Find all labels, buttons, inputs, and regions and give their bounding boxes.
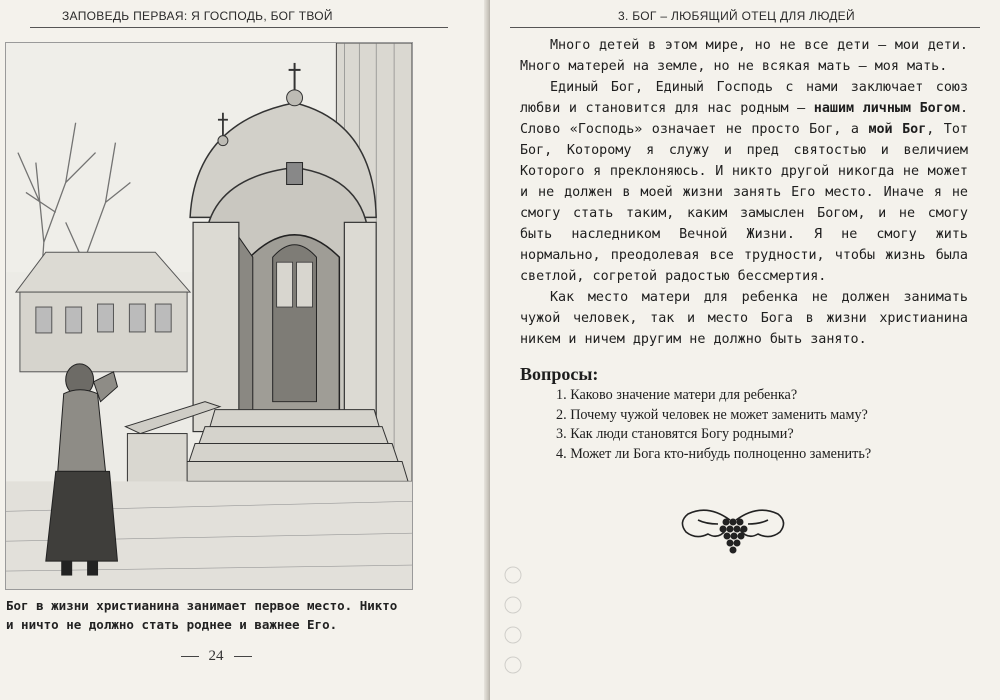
church-entrance-illustration: [5, 42, 413, 590]
left-page: [0, 0, 488, 700]
paragraph: Как место матери для ребенка не должен занимать чужой человек, так и место Бога в жизни христианина никем и ничем другим не должно быть занято.: [520, 290, 968, 347]
question-item: 4. Может ли Бога кто-нибудь полноценно заменить?: [556, 445, 872, 462]
decorative-border-pattern: [500, 560, 526, 690]
emphasis-text: нашим личным Богом: [813, 101, 960, 116]
paragraph-text: Единый Бог, Единый Господь с нами заключает союз любви и становится для нас родным –: [520, 80, 968, 116]
grape-vine-ornament-icon: [678, 500, 788, 556]
header-rule-left: [30, 27, 448, 28]
church-sketch: [6, 43, 412, 589]
header-rule-right: [510, 27, 980, 28]
paragraph-text: , Тот Бог, Которому я служу и пред святостью и величием Которого я преклоняюсь. И никто другой никогда не может и не должен в моей жизни занять Его место. Иначе я не смогу стать таким, каким замыслен Богом, и не смогу быть наследником Вечной Жизни. Я не смогу жить нормально, преодолевая все трудности, чтобы жизнь была светлой, согретой радостью бессмертия.: [520, 122, 968, 284]
paragraph-text: . Слово «Господь» означает не просто Бог, а: [520, 101, 968, 137]
caption-line: Бог в жизни христианина занимает первое место. Никто: [6, 598, 398, 613]
paragraph: [520, 77, 968, 287]
question-item: 3. Как люди становятся Богу родными?: [556, 426, 794, 442]
running-head-left: ЗАПОВЕДЬ ПЕРВАЯ: Я ГОСПОДЬ, БОГ ТВОЙ: [62, 9, 333, 23]
right-page: [490, 0, 1000, 700]
questions-heading: Вопросы:: [520, 364, 599, 384]
running-head-right: 3. БОГ – ЛЮБЯЩИЙ ОТЕЦ ДЛЯ ЛЮДЕЙ: [618, 9, 855, 23]
illustration-caption: [6, 596, 416, 634]
page-number: 24: [166, 648, 266, 665]
paragraph: Много детей в этом мире, но не все дети – мои дети. Много матерей на земле, но не всякая мать – моя мать.: [520, 38, 968, 74]
question-item: 1. Каково значение матери для ребенка?: [556, 387, 798, 403]
caption-line: и ничто не должно стать роднее и важнее Его.: [6, 617, 338, 632]
chapter-body: [520, 35, 968, 350]
questions-list: [556, 386, 871, 464]
emphasis-text: мой Бог: [868, 122, 927, 137]
question-item: 2. Почему чужой человек не может заменить маму?: [556, 406, 868, 423]
